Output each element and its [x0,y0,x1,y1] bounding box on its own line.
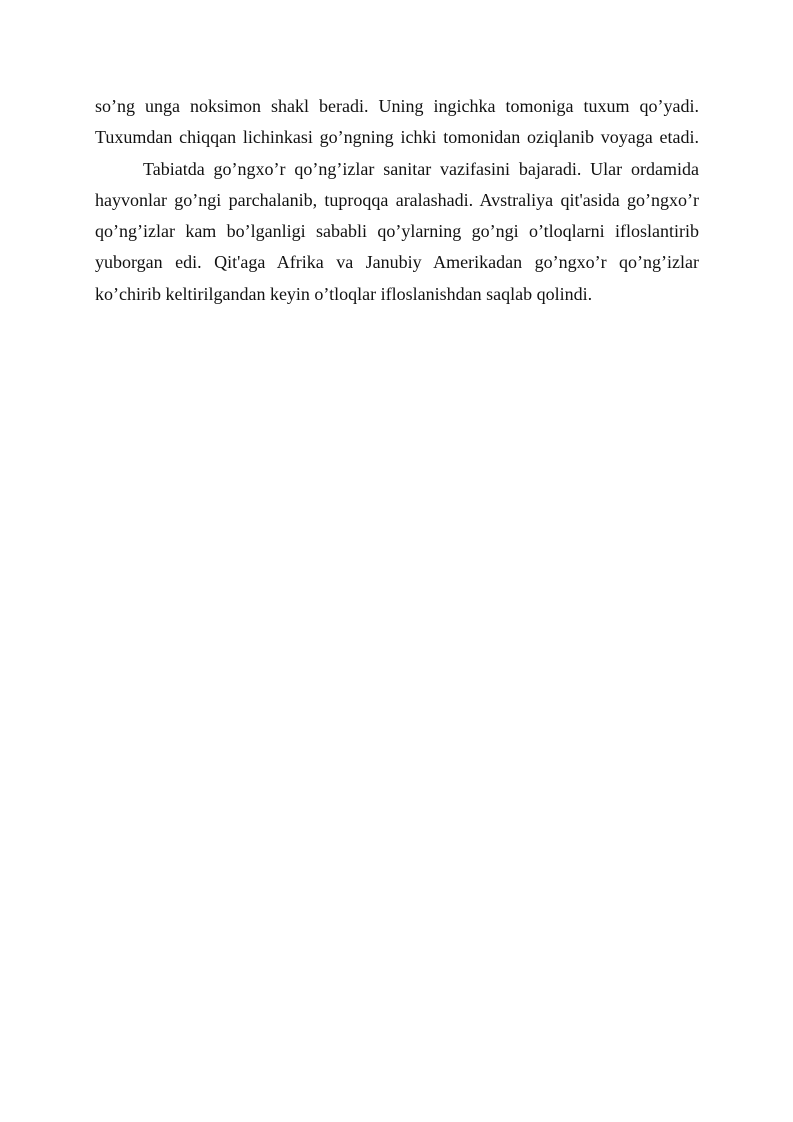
text-line: Tabiatda go’ngxo’r qo’ng’izlar sanitar vazifasini bajaradi. Ular ordamida [143,158,699,179]
text-line: ko’chirib keltirilgandan keyin o’tloqlar ifloslanishdan saqlab qolindi. [95,283,593,304]
text-line: qo’ng’izlar kam bo’lganligi sababli qo’ylarning go’ngi o’tloqlarni ifloslantirib [95,221,699,242]
text-line: yuborgan edi. Qit'aga Afrika va Janubiy Amerikadan go’ngxo’r qo’ng’izlar [95,252,699,273]
paragraph-1 [95,91,699,154]
text-line: hayvonlar go’ngi parchalanib, tuproqqa aralashadi. Avstraliya qit'asida go’ngxo’r [95,189,699,210]
text-line: Tuxumdan chiqqan lichinkasi go’ngning ichki tomonidan oziqlanib voyaga etadi. [95,127,699,148]
paragraph-2 [95,154,699,310]
body-text [95,91,699,310]
text-line: so’ng unga noksimon shakl beradi. Uning ingichka tomoniga tuxum qo’yadi. [95,96,699,116]
